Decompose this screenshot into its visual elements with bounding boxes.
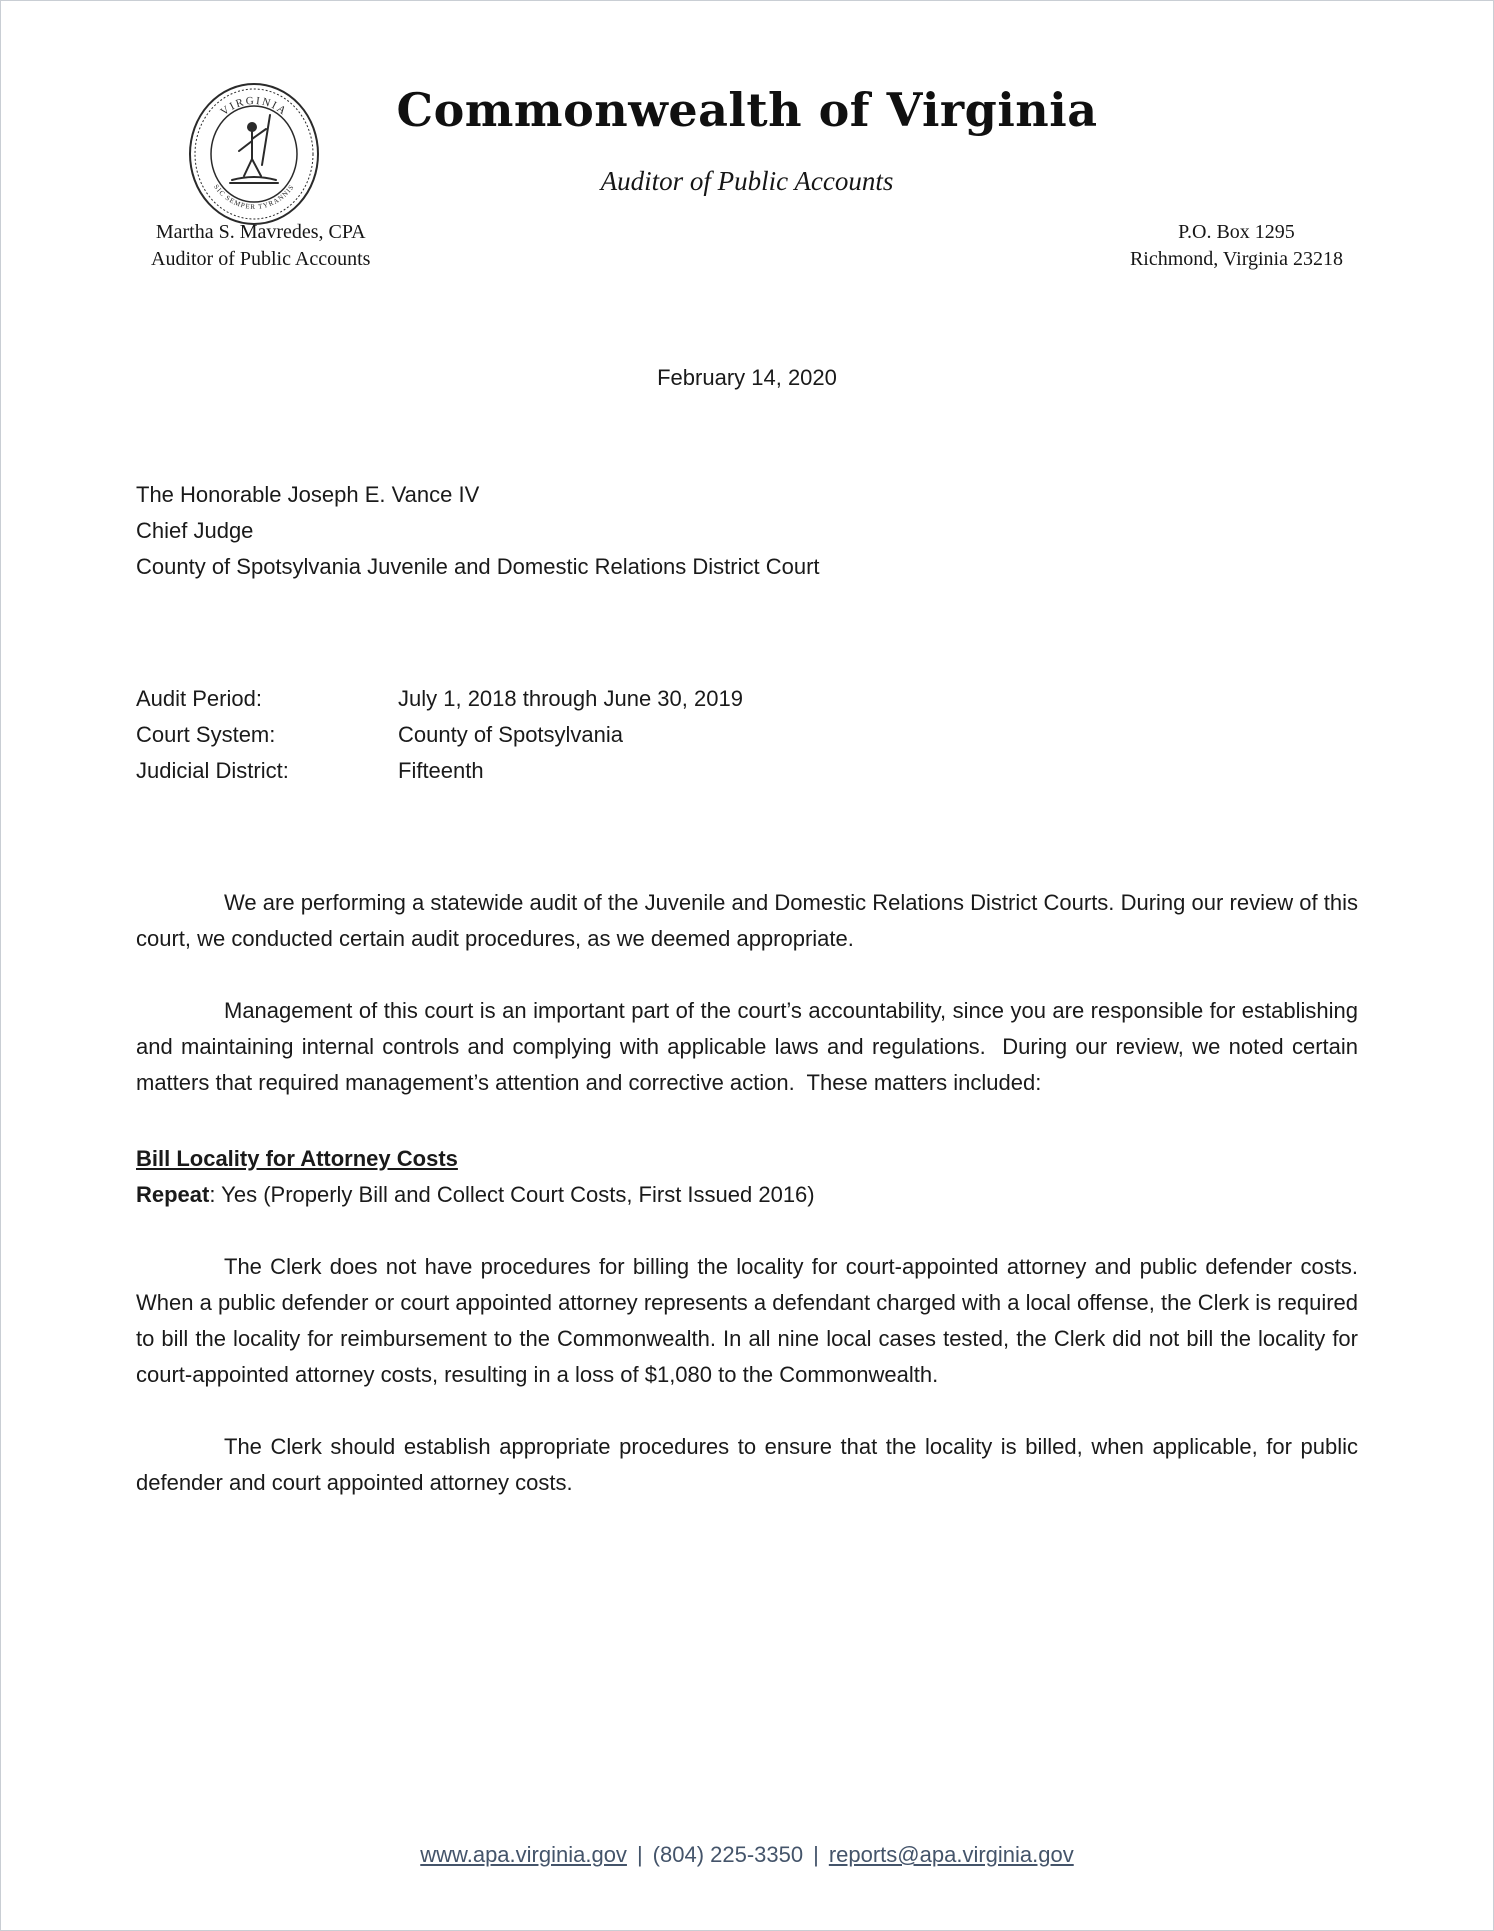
letterhead xyxy=(1,1,1493,273)
judicial-district-value: Fifteenth xyxy=(398,757,484,783)
audit-period-value: July 1, 2018 through June 30, 2019 xyxy=(398,685,743,711)
audit-info-block xyxy=(136,681,1358,789)
finding-heading: Bill Locality for Attorney Costs xyxy=(136,1145,458,1171)
auditor-name: Martha S. Mavredes, CPA xyxy=(155,220,366,243)
paragraph-intro: We are performing a statewide audit of the Juvenile and Domestic Relations District Courts. During our review of this court, we conducted certain audit procedures, as we deemed appropriate. xyxy=(136,889,1365,951)
paragraph-management: Management of this court is an important part of the court’s accountability, since you are responsible for establishing and maintaining internal controls and complying with applicable laws and regulations. During our review, we noted certain matters that required management’s attention and corrective action. These matters included: xyxy=(136,997,1365,1095)
audit-info-row xyxy=(136,681,1358,717)
city-state-zip-line: Richmond, Virginia 23218 xyxy=(1129,247,1343,270)
audit-info-row xyxy=(136,753,1358,789)
recipient-name: The Honorable Joseph E. Vance IV xyxy=(136,481,480,507)
footer-separator: | xyxy=(813,1842,819,1867)
virginia-state-seal-icon xyxy=(184,79,324,229)
court-system-value: County of Spotsylvania xyxy=(398,721,624,747)
recipient-court: County of Spotsylvania Juvenile and Domestic Relations District Court xyxy=(136,553,820,579)
office-address-block xyxy=(1130,219,1343,273)
audit-period-label: Audit Period: xyxy=(136,685,262,711)
repeat-label: Repeat xyxy=(136,1181,210,1207)
footer-email-link[interactable]: reports@apa.virginia.gov xyxy=(828,1842,1074,1867)
svg-text:SIC SEMPER TYRANNIS: SIC SEMPER TYRANNIS xyxy=(212,182,296,212)
po-box-line: P.O. Box 1295 xyxy=(1178,220,1295,243)
auditor-title: Auditor of Public Accounts xyxy=(151,247,371,270)
footer-website-link[interactable]: www.apa.virginia.gov xyxy=(420,1842,627,1867)
footer-phone: (804) 225-3350 xyxy=(652,1842,804,1867)
judicial-district-label: Judicial District: xyxy=(136,757,289,783)
audit-info-row xyxy=(136,717,1358,753)
recipient-block xyxy=(136,477,1358,585)
letter-date: February 14, 2020 xyxy=(657,364,837,390)
letterhead-contact-row xyxy=(151,219,1343,273)
paragraph-recommendation: The Clerk should establish appropriate procedures to ensure that the locality is billed, when applicable, for public defender and court appointed attorney costs. xyxy=(136,1433,1365,1495)
paragraph-finding-detail: The Clerk does not have procedures for billing the locality for court-appointed attorney and public defender costs. When a public defender or court appointed attorney represents a defendant charged with a local offense, the Clerk is required to bill the locality for reimbursement to the Commonwealth. In all nine local cases tested, the Clerk did not bill the locality for court-appointed attorney costs, resulting in a loss of $1,080 to the Commonwealth. xyxy=(136,1253,1365,1387)
footer-separator: | xyxy=(636,1842,643,1867)
letterhead-title: Commonwealth of Virginia xyxy=(396,83,1098,137)
repeat-line xyxy=(136,1177,1358,1213)
letterhead-subtitle: Auditor of Public Accounts xyxy=(600,165,894,196)
recipient-title: Chief Judge xyxy=(136,517,254,543)
court-system-label: Court System: xyxy=(136,721,276,747)
svg-text:VIRGINIA: VIRGINIA xyxy=(218,94,290,119)
repeat-value: : Yes (Properly Bill and Collect Court Costs, First Issued 2016) xyxy=(209,1181,815,1207)
footer-contact-line xyxy=(1,1842,1493,1868)
